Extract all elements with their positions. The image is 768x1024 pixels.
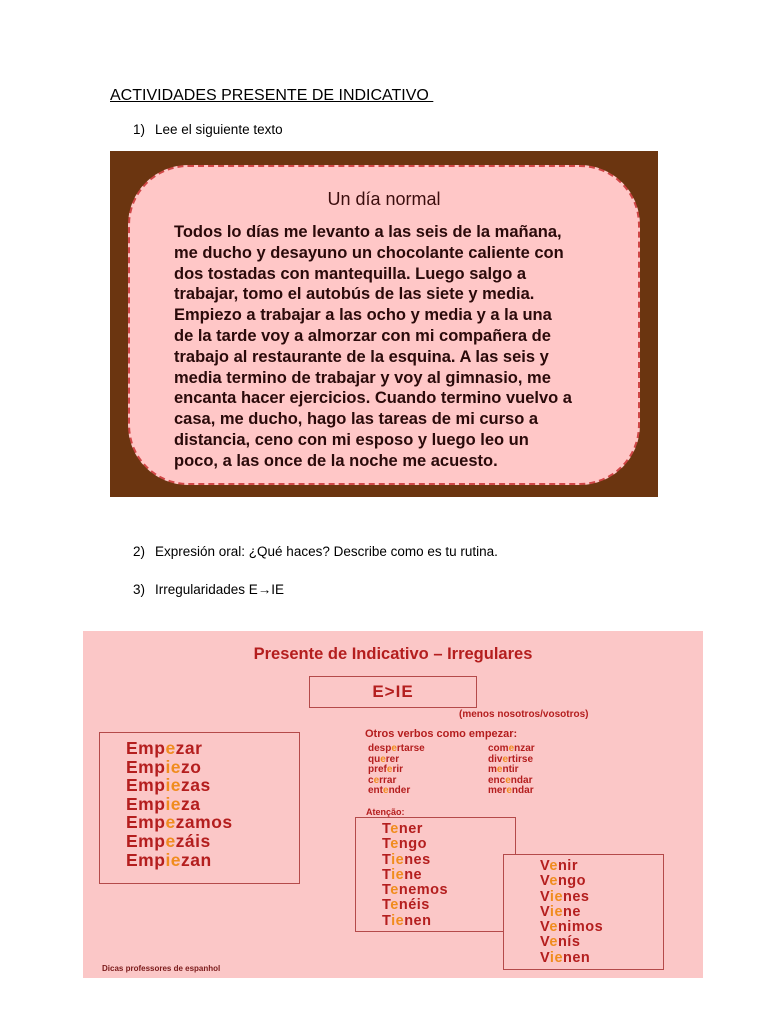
- empezar-form: [126, 851, 233, 870]
- stem-vowel: e: [373, 774, 380, 786]
- stem-vowel: ie: [391, 866, 405, 883]
- stem-vowel: ie: [391, 851, 405, 868]
- stem-vowel: e: [508, 743, 515, 754]
- stem-vowel: e: [390, 821, 399, 837]
- venir-form: [540, 951, 603, 966]
- verb-part: pref: [368, 764, 387, 775]
- verb-part: Emp: [126, 793, 166, 814]
- verb-part: rrar: [379, 774, 397, 786]
- stem-vowel: e: [549, 919, 558, 936]
- verb-part: T: [382, 866, 392, 883]
- verb-part: ner: [398, 821, 423, 837]
- verb-part: c: [368, 774, 374, 786]
- tener-form: [382, 898, 448, 913]
- venir-conjugation-list: [540, 859, 603, 966]
- other-verbs-label: Otros verbos como empezar:: [365, 728, 518, 740]
- stem-vowel: ie: [165, 756, 182, 777]
- stem-vowel: e: [380, 753, 386, 765]
- stem-vowel: e: [386, 764, 393, 775]
- verb-part: za: [181, 793, 201, 814]
- stem-vowel: e: [549, 873, 558, 890]
- reading-line: Empiezo a trabajar a las ocho y media y a la una: [174, 306, 552, 325]
- verb-part: T: [382, 836, 391, 853]
- reading-text: [174, 222, 618, 472]
- reading-line: encanta hacer ejercicios. Cuando termino vuelvo a: [174, 389, 572, 408]
- verb-part: T: [382, 912, 392, 929]
- stem-vowel: e: [165, 812, 176, 833]
- venir-form: [540, 905, 603, 920]
- verb-part: V: [540, 934, 550, 951]
- tener-form: [382, 914, 448, 929]
- question-3-number: 3): [133, 582, 146, 597]
- verb-part: nís: [557, 934, 581, 951]
- tener-conjugation-box: [355, 817, 516, 932]
- verb-part: nes: [563, 888, 590, 905]
- verb-part: V: [540, 873, 550, 890]
- reading-line: casa, me ducho, hago las tareas de mi curso a: [174, 410, 539, 429]
- reading-line: de la tarde voy a almorzar con mi compañera de: [174, 326, 551, 345]
- stem-vowel: ie: [165, 849, 182, 870]
- question-1-text: Lee el siguiente texto: [155, 122, 283, 137]
- verb-part: V: [540, 858, 550, 874]
- tener-form: [382, 837, 448, 852]
- stem-vowel: e: [390, 897, 399, 914]
- empezar-conjugation-list: [126, 739, 233, 869]
- verb-part: rir: [392, 764, 404, 775]
- stem-vowel: e: [549, 858, 558, 874]
- verb-part: Emp: [126, 756, 166, 777]
- reading-line: poco, a las once de la noche me acuesto.: [174, 451, 498, 470]
- verb-part: V: [540, 919, 550, 936]
- reading-line: me ducho y desayuno un chocolante caliente con: [174, 243, 564, 262]
- question-2-text: Expresión oral: ¿Qué haces? Describe como es tu rutina.: [155, 544, 498, 559]
- stem-vowel: ie: [165, 793, 182, 814]
- empezar-form: [126, 813, 233, 832]
- verb-part: Emp: [126, 812, 166, 833]
- tener-form: [382, 853, 448, 868]
- verb-part: nder: [388, 785, 411, 796]
- stem-vowel: e: [391, 743, 397, 754]
- verb-part: zas: [181, 775, 211, 796]
- tener-form: [382, 883, 448, 898]
- empezar-form: [126, 795, 233, 814]
- venir-form: [540, 935, 603, 950]
- rule-box: E>IE: [309, 676, 477, 708]
- tener-conjugation-list: [382, 822, 448, 929]
- verb-part: nes: [404, 851, 431, 868]
- verb-part: Emp: [126, 849, 166, 870]
- reading-line: trabajar, tomo el autobús de las siete y media.: [174, 285, 535, 304]
- tener-form: [382, 868, 448, 883]
- verb-part: ntir: [502, 764, 519, 775]
- verb-part: nen: [404, 912, 432, 929]
- reading-line: distancia, ceno con mi esposo y luego leo un: [174, 430, 529, 449]
- venir-form: [540, 920, 603, 935]
- slide-title: Presente de Indicativo – Irregulares: [253, 645, 533, 663]
- venir-form: [540, 890, 603, 905]
- reading-line: trabajo al restaurante de la esquina. A las seis y: [174, 347, 549, 366]
- verb-part: ndar: [510, 774, 533, 786]
- verb-part: div: [488, 753, 503, 765]
- verb-part: ne: [563, 903, 581, 920]
- stem-vowel: ie: [549, 888, 564, 905]
- question-3: [133, 582, 284, 597]
- verb-part: V: [540, 949, 550, 966]
- stem-vowel: e: [390, 836, 399, 853]
- other-verb: [368, 786, 425, 797]
- verb-part: qu: [368, 753, 381, 765]
- empezar-conjugation-box: [99, 732, 300, 884]
- reading-line: dos tostadas con mantequilla. Luego salgo a: [174, 264, 527, 283]
- stem-vowel: ie: [391, 912, 405, 929]
- verb-part: ngo: [398, 836, 427, 853]
- verb-part: néis: [398, 897, 430, 914]
- question-3-text: Irregularidades E→IE: [155, 582, 285, 597]
- verb-part: rtarse: [396, 743, 425, 754]
- empezar-form: [126, 739, 233, 758]
- question-1: [133, 122, 283, 137]
- question-1-number: 1): [133, 122, 146, 137]
- verb-part: nzar: [514, 743, 535, 754]
- verb-part: zar: [175, 738, 203, 758]
- venir-form: [540, 874, 603, 889]
- attention-label: Atenção:: [366, 807, 405, 817]
- verb-part: nen: [563, 949, 591, 966]
- verb-part: rtirse: [508, 753, 534, 765]
- verb-part: V: [540, 888, 550, 905]
- irregular-verbs-slide: [83, 631, 703, 978]
- verb-part: T: [382, 851, 392, 868]
- question-2: [133, 544, 498, 559]
- verb-part: nimos: [557, 919, 604, 936]
- verb-part: záis: [175, 830, 211, 851]
- verb-part: enc: [488, 774, 506, 786]
- verb-part: nemos: [398, 882, 449, 899]
- empezar-form: [126, 758, 233, 777]
- verb-part: Emp: [126, 738, 166, 758]
- stem-vowel: e: [549, 934, 558, 951]
- verb-part: ent: [368, 785, 383, 796]
- reading-line: Todos lo días me levanto a las seis de la mañana,: [174, 223, 562, 241]
- verb-part: ngo: [557, 873, 587, 890]
- stem-vowel: e: [165, 738, 176, 758]
- empezar-form: [126, 832, 233, 851]
- verb-part: m: [488, 764, 497, 775]
- reading-card: [128, 165, 640, 485]
- reading-panel: [110, 151, 658, 497]
- stem-vowel: e: [506, 785, 512, 796]
- reading-line: media termino de trabajar y voy al gimnasio, me: [174, 368, 551, 387]
- page-title: ACTIVIDADES PRESENTE DE INDICATIVO: [110, 87, 434, 104]
- other-verbs-left-column: [368, 744, 425, 797]
- reading-title: Un día normal: [327, 189, 441, 209]
- verb-part: com: [488, 743, 509, 754]
- verb-part: V: [540, 903, 550, 920]
- stem-vowel: e: [496, 764, 503, 775]
- empezar-form: [126, 776, 233, 795]
- verb-part: Emp: [126, 830, 166, 851]
- verb-part: ne: [404, 866, 423, 883]
- stem-vowel: ie: [549, 949, 564, 966]
- verb-part: mer: [488, 785, 507, 796]
- verb-part: zo: [181, 756, 202, 777]
- exception-note: (menos nosotros/vosotros): [459, 709, 589, 720]
- stem-vowel: e: [505, 774, 511, 786]
- other-verb: [488, 786, 535, 797]
- verb-part: T: [382, 897, 391, 914]
- verb-part: zamos: [175, 812, 233, 833]
- verb-part: rer: [385, 753, 400, 765]
- venir-conjugation-box: [503, 854, 664, 970]
- other-verbs-right-column: [488, 744, 535, 797]
- stem-vowel: e: [390, 882, 399, 899]
- verb-part: nir: [557, 858, 578, 874]
- stem-vowel: ie: [549, 903, 564, 920]
- stem-vowel: e: [383, 785, 389, 796]
- credit-footer: Dicas professores de espanhol: [102, 964, 221, 973]
- stem-vowel: ie: [165, 775, 182, 796]
- stem-vowel: e: [502, 753, 509, 765]
- venir-form: [540, 859, 603, 874]
- verb-part: desp: [368, 743, 392, 754]
- question-2-number: 2): [133, 544, 146, 559]
- stem-vowel: e: [165, 830, 176, 851]
- verb-part: ndar: [511, 785, 534, 796]
- verb-part: T: [382, 821, 391, 837]
- verb-part: zan: [181, 849, 212, 870]
- tener-form: [382, 822, 448, 837]
- verb-part: T: [382, 882, 391, 899]
- verb-part: Emp: [126, 775, 166, 796]
